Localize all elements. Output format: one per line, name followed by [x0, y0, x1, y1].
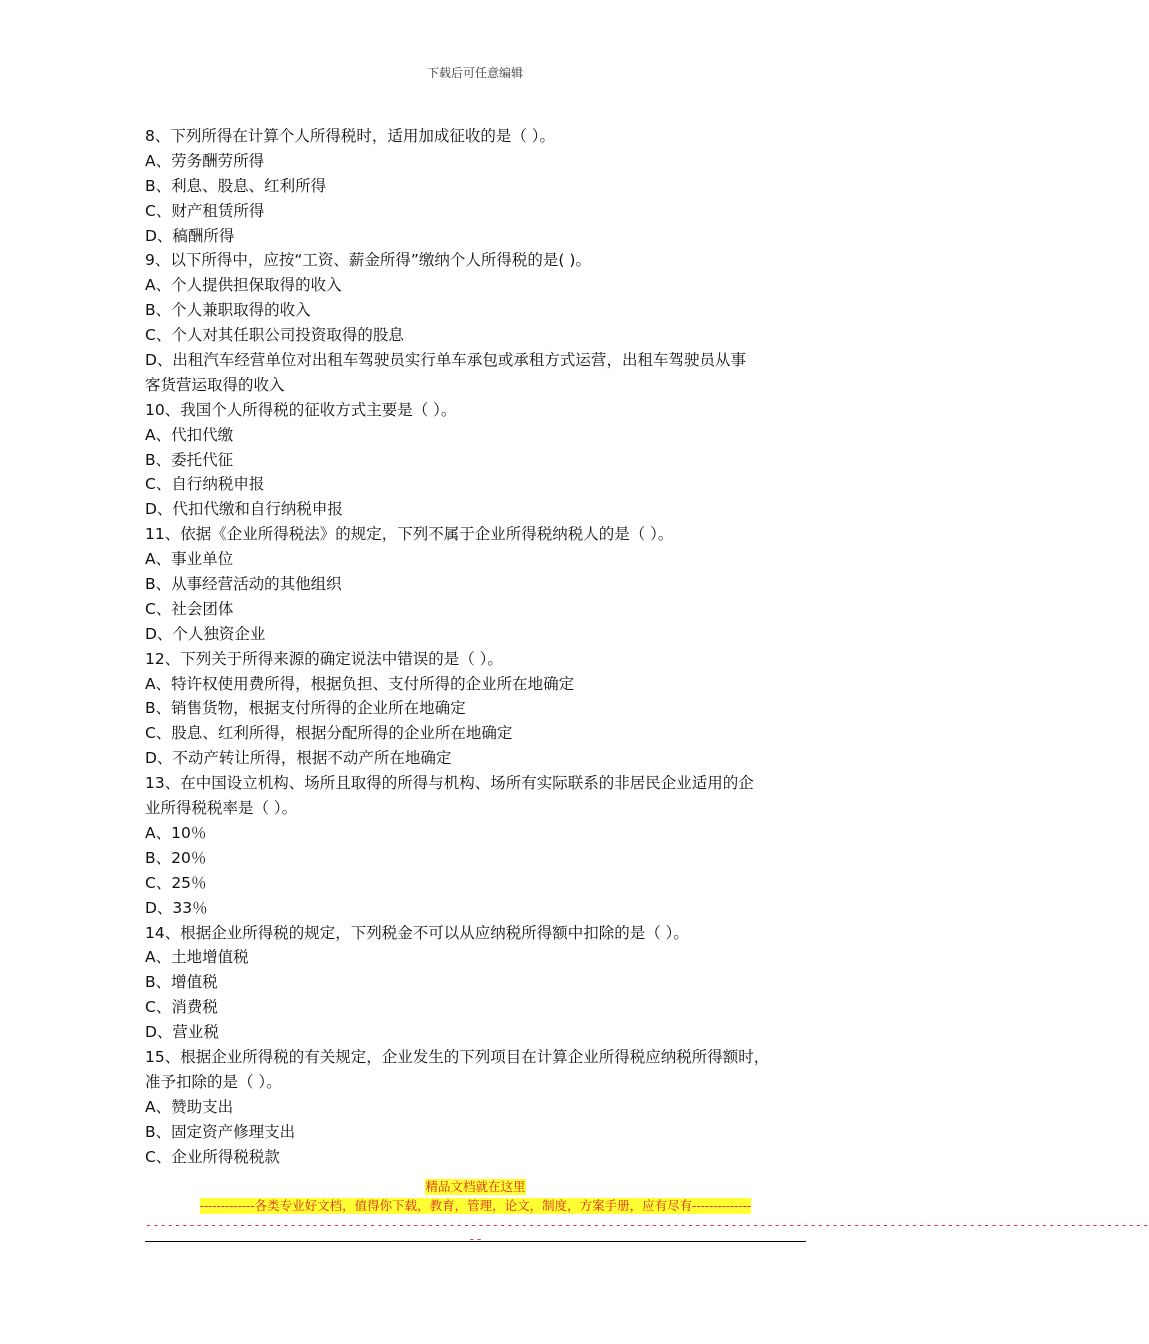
text-line: A、10％ [145, 823, 207, 842]
text-line: 8、下列所得在计算个人所得税时，适用加成征收的是（ ）。 [145, 127, 556, 145]
text-line: D、营业税 [145, 1023, 219, 1042]
ad-description: -------------各类专业好文档，值得你下载，教育，管理，论文，制度，方案手册，应有尽有-------------- [199, 1198, 752, 1213]
text-line: C、社会团体 [145, 599, 234, 618]
text-line: 13、在中国设立机构、场所且取得的所得与机构、场所有实际联系的非居民企业适用的企 [145, 774, 754, 793]
page-header: 下载后可任意编辑 [426, 66, 523, 80]
text-line: 客货营运取得的收入 [145, 375, 285, 394]
text-line: A、赞助支出 [145, 1097, 234, 1116]
text-line: C、消费税 [145, 998, 218, 1017]
question-list [145, 124, 810, 1169]
text-line: D、代扣代缴和自行纳税申报 [145, 500, 343, 519]
footer-ad [145, 1176, 1149, 1246]
text-line: 9、以下所得中，应按“工资、薪金所得”缴纳个人所得税的是( )。 [145, 251, 591, 270]
ad-title: 精品文档就在这里 [425, 1179, 526, 1194]
text-line: B、销售货物，根据支付所得的企业所在地确定 [145, 699, 466, 718]
text-line: A、代扣代缴 [145, 425, 234, 444]
text-line: C、个人对其任职公司投资取得的股息 [145, 326, 404, 345]
text-line: B、从事经营活动的其他组织 [145, 575, 342, 594]
text-line: A、事业单位 [145, 550, 234, 569]
text-line: A、土地增值税 [145, 948, 249, 967]
text-line: C、企业所得税税款 [145, 1147, 280, 1166]
text-line: D、出租汽车经营单位对出租车驾驶员实行单车承包或承租方式运营，出租车驾驶员从事 [145, 351, 746, 370]
text-line: B、20％ [145, 848, 207, 867]
text-line: B、个人兼职取得的收入 [145, 301, 311, 320]
text-line: B、委托代征 [145, 450, 234, 469]
text-line: 14、根据企业所得税的规定，下列税金不可以从应纳税所得额中扣除的是（ ）。 [145, 923, 689, 942]
text-line: D、33％ [145, 898, 208, 917]
text-line: 业所得税税率是（ ）。 [145, 799, 298, 818]
text-line: A、劳务酬劳所得 [145, 151, 265, 170]
text-line: 准予扣除的是（ ）。 [145, 1072, 282, 1091]
text-line: C、财产租赁所得 [145, 201, 265, 220]
bottom-rule [145, 1241, 806, 1242]
text-line: C、自行纳税申报 [145, 475, 265, 494]
text-line: 11、依据《企业所得税法》的规定，下列不属于企业所得税纳税人的是（ ）。 [145, 525, 674, 544]
text-line: A、个人提供担保取得的收入 [145, 276, 342, 295]
text-line: 12、下列关于所得来源的确定说法中错误的是（ ）。 [145, 649, 503, 668]
text-line: 15、根据企业所得税的有关规定，企业发生的下列项目在计算企业所得税应纳税所得额时， [145, 1047, 770, 1066]
text-line: B、固定资产修理支出 [145, 1122, 296, 1141]
text-line: D、个人独资企业 [145, 624, 266, 643]
text-line: B、利息、股息、红利所得 [145, 176, 327, 195]
text-line: B、增值税 [145, 973, 218, 992]
text-line: C、25％ [145, 873, 207, 892]
text-line: D、不动产转让所得，根据不动产所在地确定 [145, 749, 452, 768]
text-line: C、股息、红利所得，根据分配所得的企业所在地确定 [145, 724, 513, 743]
dash-tail: -- [468, 1232, 483, 1246]
text-line: A、特许权使用费所得，根据负担、支付所得的企业所在地确定 [145, 674, 575, 693]
text-line: 10、我国个人所得税的征收方式主要是（ ）。 [145, 400, 457, 419]
text-line: D、稿酬所得 [145, 226, 235, 245]
dash-divider: ------------------------------------------------------------------------------------------------------------------------------------------- [145, 1218, 1149, 1232]
